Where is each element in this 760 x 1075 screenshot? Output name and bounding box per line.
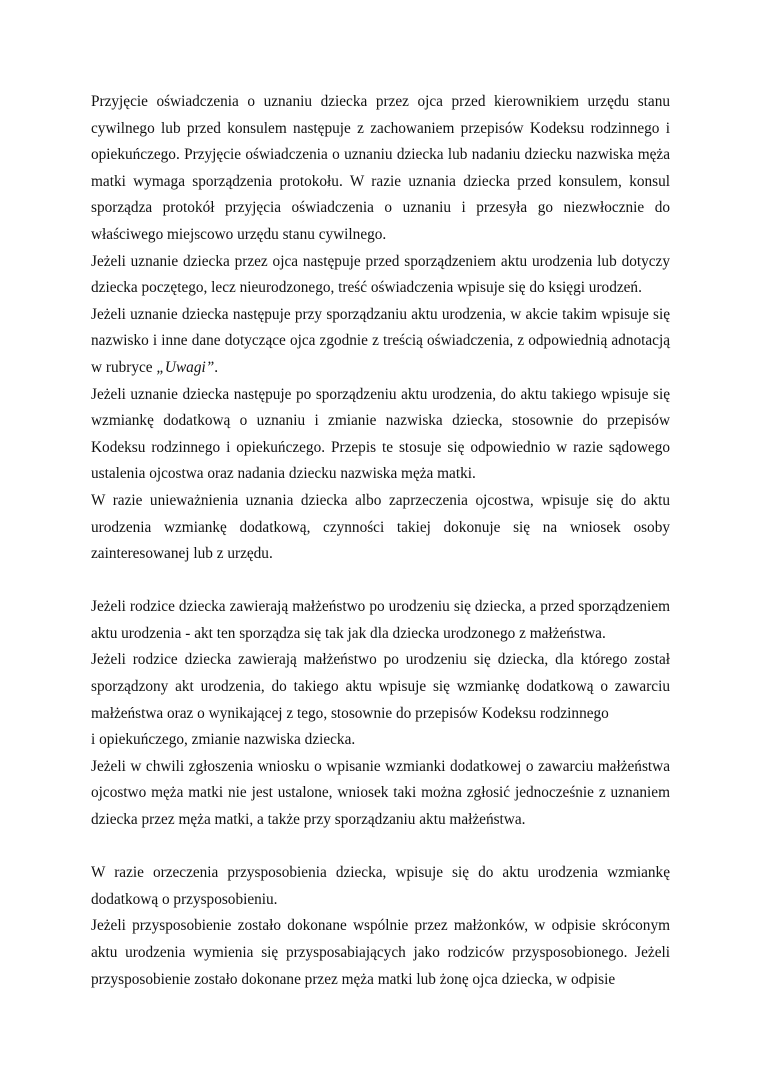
paragraph-joint-adoption: Jeżeli przysposobienie zostało dokonane wspólnie przez małżonków, w odpisie skróconym aktu urodzenia wymienia się przysposabiających jako rodziców przysposobionego. Jeżeli przysposobienie zostało dokonane przez męża matki lub żonę ojca dziecka, w odpisie <box>91 917 670 988</box>
paragraph-recognition-declaration: Przyjęcie oświadczenia o uznaniu dziecka przez ojca przed kierownikiem urzędu stanu cywilnego lub przed konsulem następuje z zachowaniem przepisów Kodeksu rodzinnego i opiekuńczego. Przyjęcie oświadczenia o uznaniu dziecka lub nadaniu dziecku nazwiska męża matki wymaga sporządzenia protokołu. W razie uznania dziecka przed konsulem, konsul sporządza protokół przyjęcia oświadczenia o uznaniu i przesyła go niezwłocznie do właściwego miejscowo urzędu stanu cywilnego. <box>91 93 670 243</box>
paragraph-paternity-not-established: Jeżeli w chwili zgłoszenia wniosku o wpisanie wzmianki dodatkowej o zawarciu małżeństwa ojcostwo męża matki nie jest ustalone, wniosek taki można zgłosić jednocześnie z uznaniem dziecka przez męża matki, a także przy sporządzaniu aktu małżeństwa. <box>91 757 670 829</box>
document-page <box>91 89 670 993</box>
paragraph-marriage-before-birth-record: Jeżeli rodzice dziecka zawierają małżeństwo po urodzeniu się dziecka, a przed sporządzeniem aktu urodzenia - akt ten sporządza się tak jak dla dziecka urodzonego z małżeństwa. <box>91 598 670 642</box>
paragraph-annulment-of-recognition: W razie unieważnienia uznania dziecka albo zaprzeczenia ojcostwa, wpisuje się do aktu urodzenia wzmiankę dodatkową, czynności takiej dokonuje się na wniosek osoby zainteresowanej lub z urzędu. <box>91 491 670 563</box>
remarks-field-name: „Uwagi” <box>156 358 215 376</box>
paragraph-text: Jeżeli uznanie dziecka następuje przy sporządzaniu aktu urodzenia, w akcie takim wpisuje się nazwisko i inne dane dotyczące ojca zgodnie z treścią oświadczenia, z odpowiednią adnotacją w rubryce <box>91 305 670 376</box>
paragraph-recognition-during-birth-record <box>91 302 670 382</box>
paragraph-marriage-after-birth-record-continued: i opiekuńczego, zmianie nazwiska dziecka. <box>91 731 356 749</box>
paragraph-adoption-order: W razie orzeczenia przysposobienia dziecka, wpisuje się do aktu urodzenia wzmiankę dodatkową o przysposobieniu. <box>91 864 670 908</box>
paragraph-text-end: . <box>214 358 219 376</box>
paragraph-spacer <box>91 568 670 595</box>
paragraph-recognition-after-birth-record: Jeżeli uznanie dziecka następuje po sporządzeniu aktu urodzenia, do aktu takiego wpisuje się wzmiankę dodatkową o uznaniu i zmianie nazwiska dziecka, stosownie do przepisów Kodeksu rodzinnego i opiekuńczego. Przepis te stosuje się odpowiednio w razie sądowego ustalenia ojcostwa oraz nadania dziecku nazwiska męża matki. <box>91 385 670 483</box>
paragraph-recognition-before-birth-record: Jeżeli uznanie dziecka przez ojca następuje przed sporządzeniem aktu urodzenia lub dotyczy dziecka poczętego, lecz nieurodzonego, treść oświadczenia wpisuje się do księgi urodzeń. <box>91 252 670 297</box>
paragraph-spacer <box>91 834 670 861</box>
paragraph-marriage-after-birth-record: Jeżeli rodzice dziecka zawierają małżeństwo po urodzeniu się dziecka, dla którego został sporządzony akt urodzenia, do takiego aktu wpisuje się wzmiankę dodatkową o zawarciu małżeństwa oraz o wynikającej z tego, stosownie do przepisów Kodeksu rodzinnego <box>91 651 670 722</box>
